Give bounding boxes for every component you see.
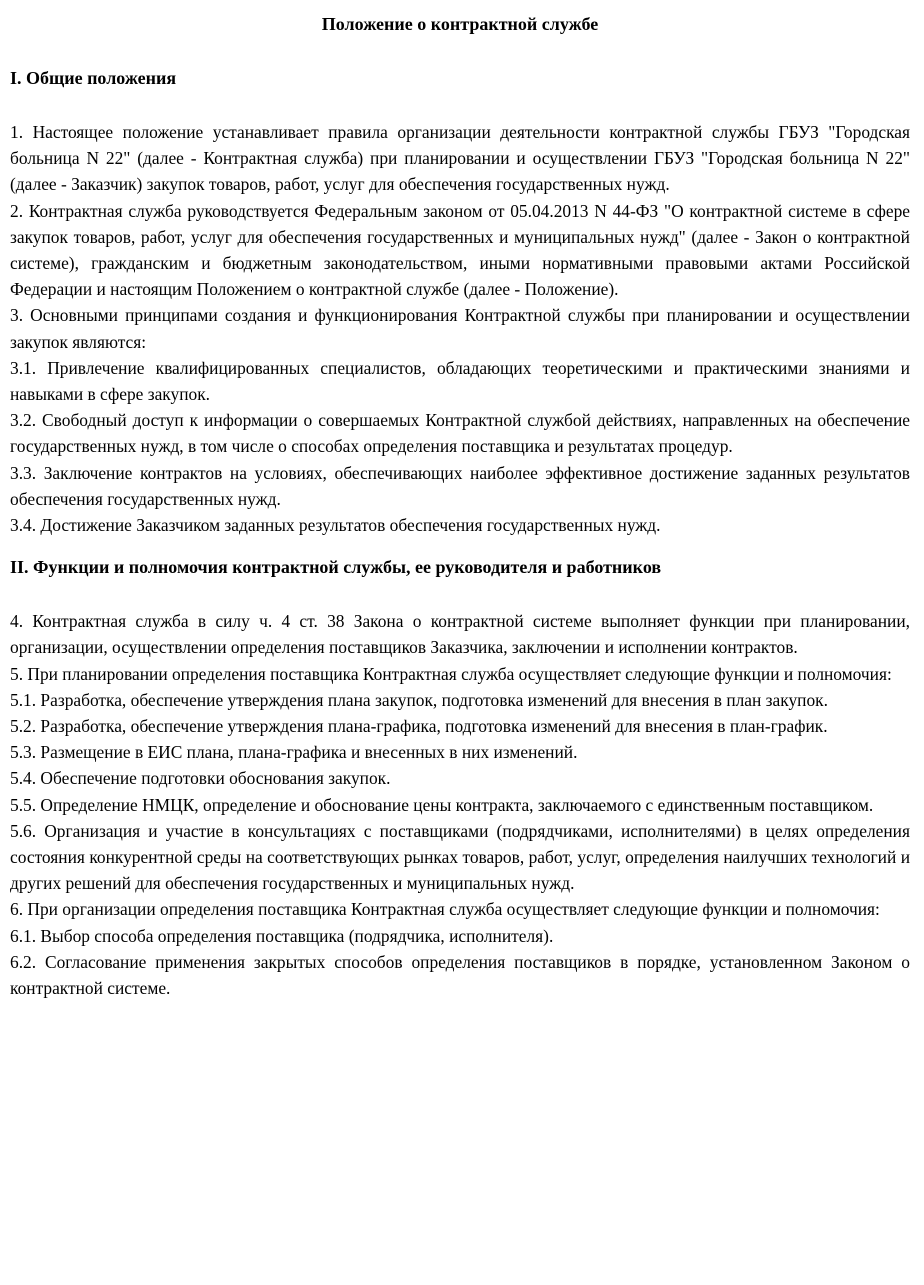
paragraph-5-2: 5.2. Разработка, обеспечение утверждения плана-графика, подготовка изменений для внесения в план-график. [10,716,828,737]
paragraph-6-2: 6.2. Согласование применения закрытых способов определения поставщиков в порядке, установленном Законом о контрактной системе. [10,951,910,999]
paragraph-3-4: 3.4. Достижение Заказчиком заданных результатов обеспечения государственных нужд. [10,515,661,536]
paragraph-5-6: 5.6. Организация и участие в консультациях с поставщиками (подрядчиками, исполнителями) в целях определения состояния конкурентной среды на соответствующих рынках товаров, работ, услуг, определения наилучших технологий и других решений для обеспечения государственных и муниципальных нужд. [10,820,910,894]
section-general [10,67,910,538]
document-title: Положение о контрактной службе [321,14,599,34]
section-heading-general: I. Общие положения [10,68,177,88]
paragraph-5-4: 5.4. Обеспечение подготовки обоснования закупок. [10,768,391,789]
paragraph-6: 6. При организации определения поставщика Контрактная служба осуществляет следующие функции и полномочия: [10,899,880,920]
paragraph-5-3: 5.3. Размещение в ЕИС плана, плана-графика и внесенных в них изменений. [10,742,578,763]
paragraph-3: 3. Основными принципами создания и функционирования Контрактной службы при планировании и осуществлении закупок являются: [10,305,910,352]
paragraph-6-1: 6.1. Выбор способа определения поставщика (подрядчика, исполнителя). [10,925,554,946]
paragraph-2: 2. Контрактная служба руководствуется Федеральным законом от 05.04.2013 N 44-ФЗ "О контрактной системе в сфере закупок товаров, работ, услуг для обеспечения государственных и муниципальных нужд" (далее - Закон о контрактной системе), гражданским и бюджетным законодательством, иными нормативными правовыми актами Российской Федерации и настоящим Положением о контрактной службе (далее - Положение). [10,200,910,300]
paragraph-3-3: 3.3. Заключение контрактов на условиях, обеспечивающих наиболее эффективное достижение заданных результатов обеспечения государственных нужд. [10,462,910,509]
paragraph-1: 1. Настоящее положение устанавливает правила организации деятельности контрактной службы ГБУЗ "Городская больница N 22" (далее - Контрактная служба) при планировании и осуществлении ГБУЗ "Городская больница N 22" (далее - Заказчик) закупок товаров, работ, услуг для обеспечения государственных нужд. [10,122,910,195]
paragraph-3-1: 3.1. Привлечение квалифицированных специалистов, обладающих теоретическими и практическими знаниями и навыками в сфере закупок. [10,357,910,405]
paragraph-5-1: 5.1. Разработка, обеспечение утверждения плана закупок, подготовка изменений для внесения в план закупок. [10,689,828,710]
paragraph-3-2: 3.2. Свободный доступ к информации о совершаемых Контрактной службой действиях, направленных на обеспечение государственных нужд, в том числе о способах определения поставщика и результатах процедур. [10,410,910,457]
section-heading-functions: II. Функции и полномочия контрактной службы, ее руководителя и работников [10,557,662,578]
paragraph-4: 4. Контрактная служба в силу ч. 4 ст. 38 Закона о контрактной системе выполняет функции при планировании, организации, осуществлении определения поставщиков Заказчика, заключении и исполнении контрактов. [10,611,910,658]
section-functions [10,556,910,1001]
paragraph-5: 5. При планировании определения поставщика Контрактная служба осуществляет следующие функции и полномочия: [10,663,892,684]
paragraph-5-5: 5.5. Определение НМЦК, определение и обоснование цены контракта, заключаемого с единственным поставщиком. [10,794,874,815]
